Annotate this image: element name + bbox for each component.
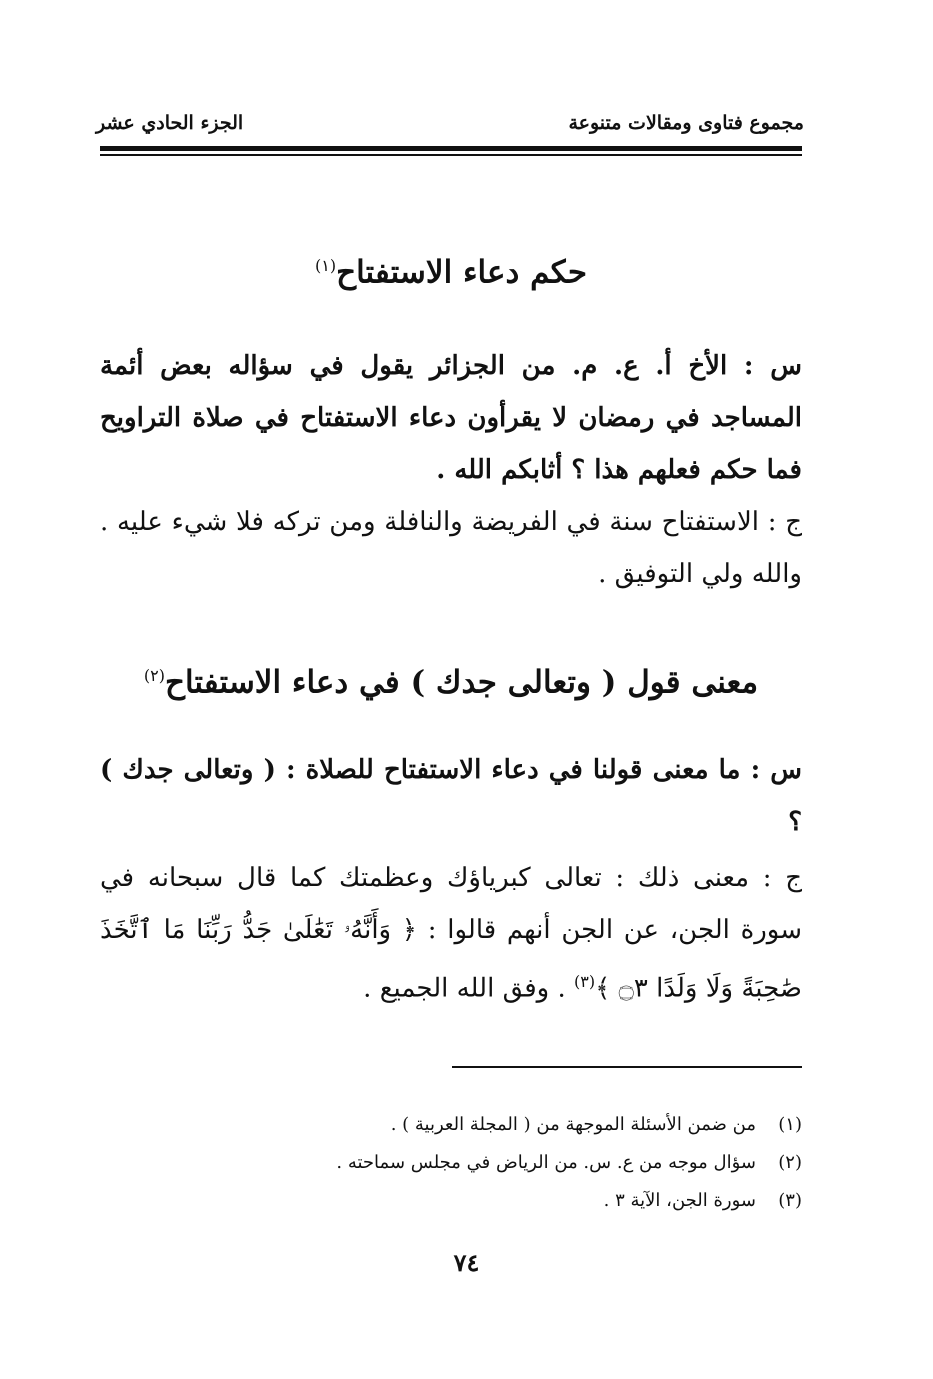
footnote-number: (٢) — [778, 1152, 802, 1173]
footnotes — [100, 1106, 802, 1220]
footnote-ref-1: (١) — [314, 256, 337, 275]
footnote-text: من ضمن الأسئلة الموجهة من ( المجلة العربية ) . — [390, 1114, 756, 1135]
answer-end: . وفق الله الجميع . — [363, 973, 566, 1004]
section1-answer: ج : الاستفتاح سنة في الفريضة والنافلة ومن تركه فلا شيء عليه . والله ولي التوفيق . — [100, 507, 802, 589]
section1-question: س : الأخ أ. ع. م. من الجزائر يقول في سؤاله بعض أئمة المساجد في رمضان لا يقرأون دعاء الاستفتاح في صلاة التراويح فما حكم فعلهم هذا ؟ أثابكم الله . — [100, 351, 802, 485]
quran-verse: ﴿ وَأَنَّهُۥ تَعَٰلَىٰ جَدُّ رَبِّنَا مَا ٱتَّخَذَ صَٰحِبَةً وَلَا وَلَدًا ۝٣ ﴾ — [100, 915, 802, 1004]
footnote-ref-2: (٢) — [143, 666, 165, 685]
footnote-text: سورة الجن، الآية ٣ . — [603, 1190, 756, 1211]
footnote-2 — [100, 1144, 802, 1182]
section1-title-text: حكم دعاء الاستفتاح — [336, 254, 588, 291]
book-title: مجموع فتاوى ومقالات متنوعة — [568, 112, 804, 134]
section2-title — [100, 656, 802, 702]
section2-question: س : ما معنى قولنا في دعاء الاستفتاح للصلاة : ( وتعالى جدك ) ؟ — [100, 755, 802, 837]
footnote-1 — [100, 1106, 802, 1144]
footnote-3 — [100, 1182, 802, 1220]
running-header — [96, 112, 804, 138]
footnote-number: (١) — [778, 1114, 802, 1135]
volume-label: الجزء الحادي عشر — [96, 112, 244, 134]
header-rule-thin — [100, 154, 802, 156]
section1-title — [100, 246, 802, 292]
section2-answer — [100, 852, 802, 1015]
answer-intro: ج : معنى ذلك : تعالى كبرياؤك وعظمتك كما قال سبحانه في سورة الجن، عن الجن أنهم قالوا : — [100, 863, 802, 945]
page-number: ٧٤ — [453, 1248, 480, 1277]
footnote-separator — [452, 1066, 802, 1068]
section2-title-text: معنى قول ( وتعالى جدك ) في دعاء الاستفتاح — [164, 664, 759, 701]
header-rule-thick — [100, 146, 802, 151]
footnote-ref-3: (٣) — [574, 972, 596, 991]
footnote-number: (٣) — [778, 1190, 802, 1211]
footnote-text: سؤال موجه من ع. س. من الرياض في مجلس سماحته . — [336, 1152, 756, 1173]
